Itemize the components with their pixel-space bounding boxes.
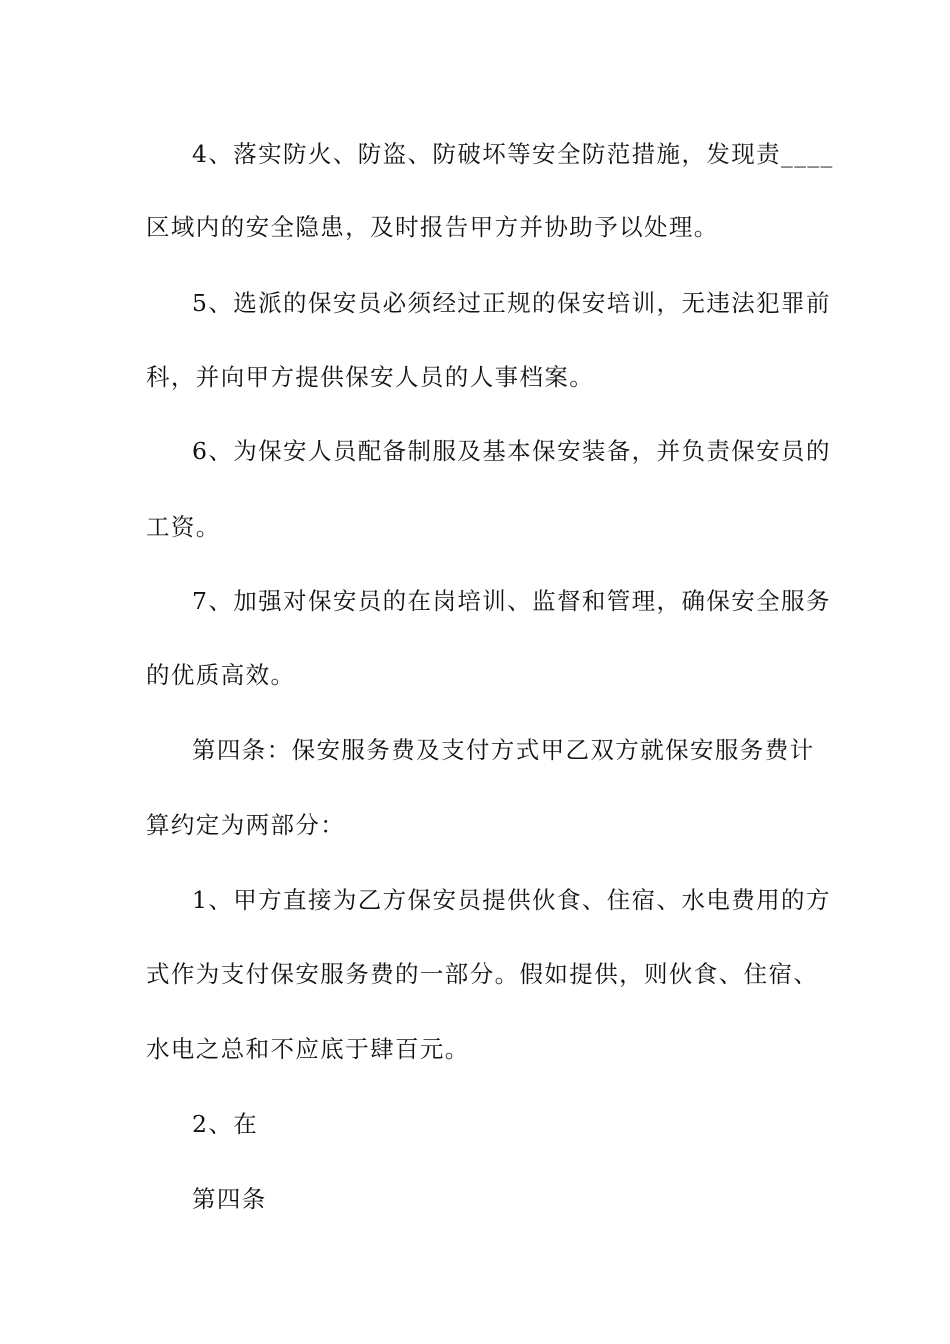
paragraph-4-line-1: 4、落实防火、防盗、防破坏等安全防范措施，发现责____ bbox=[192, 140, 834, 168]
paragraph-6-line-2: 工资。 bbox=[146, 513, 221, 541]
paragraph-5-line-2: 科，并向甲方提供保安人员的人事档案。 bbox=[146, 363, 595, 391]
paragraph-6-line-1: 6、为保安人员配备制服及基本保安装备，并负责保安员的 bbox=[192, 437, 831, 465]
item-1-line-2: 式作为支付保安服务费的一部分。假如提供，则伙食、住宿、 bbox=[146, 960, 819, 988]
article-4-heading: 第四条 bbox=[192, 1185, 267, 1213]
item-2-line-1: 2、在 bbox=[192, 1110, 259, 1138]
paragraph-7-line-1: 7、加强对保安员的在岗培训、监督和管理，确保安全服务 bbox=[192, 587, 831, 615]
item-1-line-3: 水电之总和不应底于肆百元。 bbox=[146, 1035, 470, 1063]
paragraph-7-line-2: 的优质高效。 bbox=[146, 661, 296, 689]
article-4-line-1: 第四条：保安服务费及支付方式甲乙双方就保安服务费计 bbox=[192, 736, 815, 764]
article-4-line-2: 算约定为两部分： bbox=[146, 811, 346, 839]
item-1-line-1: 1、甲方直接为乙方保安员提供伙食、住宿、水电费用的方 bbox=[192, 886, 831, 914]
paragraph-4-line-2: 区域内的安全隐患，及时报告甲方并协助予以处理。 bbox=[146, 213, 719, 241]
paragraph-5-line-1: 5、选派的保安员必须经过正规的保安培训，无违法犯罪前 bbox=[192, 289, 831, 317]
